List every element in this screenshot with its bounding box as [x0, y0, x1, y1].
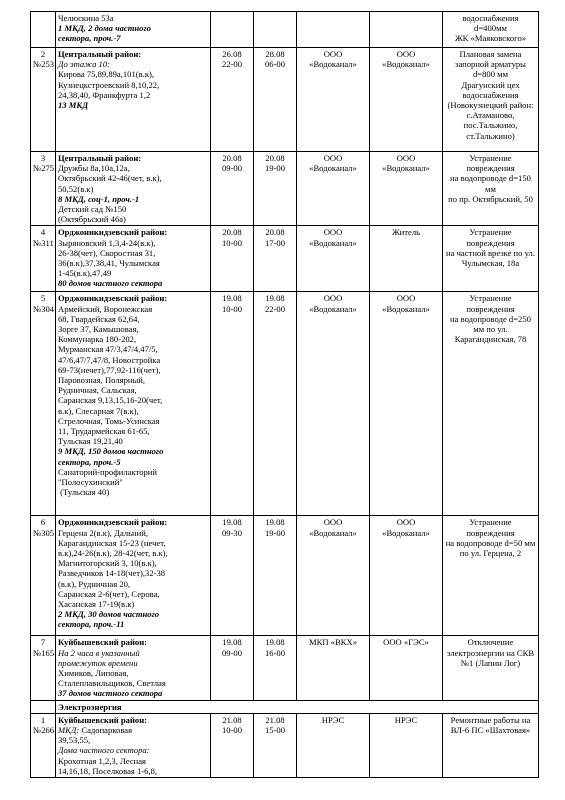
- address-line: 68, Гвардейская 62,64,: [58, 313, 140, 324]
- address-line: Крохотная 1,2,3, Лесная: [58, 755, 146, 766]
- executor-line: МКП «ВКХ»: [309, 637, 357, 648]
- reason-line: на водопроводе d=150 мм: [450, 173, 534, 194]
- address-line: 36(в.к),37,38,41, Чулымская: [58, 258, 160, 269]
- end-date: 20.08: [265, 153, 285, 163]
- num-cell: [31, 713, 56, 777]
- address-line: Карагандинская 15-23 (нечет,: [58, 537, 166, 548]
- reason-line: Устранение повреждения: [466, 227, 515, 248]
- end-date: 19.08: [265, 637, 285, 648]
- reason-line: Устранение повреждения: [466, 153, 515, 174]
- address-line: [58, 725, 208, 735]
- reason-line: Отключение: [467, 637, 514, 648]
- culprit-line: ООО: [396, 153, 416, 163]
- table-row: [31, 713, 539, 777]
- reason-cell: [443, 516, 539, 636]
- executor-cell: [297, 226, 370, 292]
- table-row-continued: [31, 12, 539, 48]
- end-time: 22-00: [264, 303, 286, 314]
- culprit-cell: [370, 152, 443, 226]
- executor-cell: [297, 152, 370, 226]
- end-time: 06-00: [264, 59, 286, 70]
- end-date: 20.08: [265, 227, 285, 238]
- address-line: Саранская 2-6(чет), Серова,: [58, 588, 160, 599]
- culprit-line: ООО: [396, 49, 416, 59]
- reason-line: с.Атаманово,: [466, 110, 515, 121]
- reason-line: запорной арматуры: [455, 59, 526, 70]
- end-cell: [254, 152, 297, 226]
- address-line: Санаторий-профилакторий: [58, 466, 157, 477]
- address-line: 80 домов частного сектора: [58, 278, 163, 289]
- reason-cell: [443, 226, 539, 292]
- num-cell: [31, 152, 56, 226]
- address-line: Армейский, Воронежская: [58, 303, 153, 314]
- address-line: Кирова 75,89,89а,101(в.к),: [58, 69, 155, 80]
- executor-line: ООО: [323, 517, 343, 528]
- address-line: Мурманская 47/3,47/4,47/5,: [58, 344, 158, 355]
- reason-line: на частной врезке по ул.: [446, 247, 535, 258]
- row-number: 7: [40, 637, 46, 648]
- address-cell: [56, 226, 211, 292]
- start-cell: [211, 152, 254, 226]
- end-time: 17-00: [264, 237, 286, 248]
- num-cell: [31, 700, 56, 713]
- section-row: [31, 700, 539, 713]
- executor-line: ООО: [323, 227, 343, 238]
- start-time: 10-00: [221, 237, 243, 248]
- end-cell: [254, 226, 297, 292]
- reason-line: электроэнергии на СКВ: [446, 647, 535, 658]
- culprit-line: «Водоканал»: [382, 303, 430, 314]
- address-line: Герцена 2(в.к), Дальний,: [58, 527, 149, 538]
- reason-line: на водопроводе d=50 мм: [445, 537, 536, 548]
- start-cell: [211, 226, 254, 292]
- address-text: Садопарковая: [79, 725, 133, 736]
- culprit-cell: [370, 516, 443, 636]
- reason-line: ВЛ-6 ПС «Шахтовая»: [450, 725, 531, 736]
- executor-line: «Водоканал»: [309, 237, 357, 248]
- culprit-line: ООО: [396, 517, 416, 528]
- address-line: Детский сад №150: [58, 204, 127, 215]
- request-id: №165: [33, 647, 55, 658]
- address-cell: [56, 516, 211, 636]
- table-row: [31, 636, 539, 700]
- table-row: [31, 48, 539, 152]
- address-line: сектора, проч.-7: [58, 33, 121, 44]
- address-cell: [56, 636, 211, 700]
- end-date: 19.08: [265, 293, 285, 304]
- start-date: 19.08: [222, 293, 242, 304]
- executor-line: ООО: [323, 49, 343, 59]
- reason-line: по ул. Герцена, 2: [459, 548, 522, 559]
- culprit-line: НРЭС: [394, 714, 418, 725]
- reason-line: (Новокузнецкий район:: [447, 100, 534, 111]
- start-time: 22-00: [221, 59, 243, 70]
- address-line: (в.к), Рудничная 20,: [58, 578, 131, 589]
- reason-line: Ремонтные работы на: [450, 714, 531, 725]
- num-cell: [31, 516, 56, 636]
- address-line: Центральный район:: [58, 153, 142, 163]
- reason-line: Чулымская, 18а: [461, 258, 520, 269]
- table-row: [31, 516, 539, 636]
- address-line: Куйбышевский район:: [58, 714, 148, 725]
- executor-line: «Водоканал»: [309, 303, 357, 314]
- address-cell: [56, 713, 211, 777]
- start-date: 20.08: [222, 227, 242, 238]
- address-line: 1-45(в.к),47,49: [58, 268, 112, 279]
- address-line: промежуток времени: [58, 657, 138, 668]
- end-cell: [254, 636, 297, 700]
- end-time: 15-00: [264, 725, 286, 736]
- reason-line: Устранение повреждения: [466, 517, 515, 538]
- address-cell: [56, 12, 211, 48]
- reason-line: по пр. Октябрьский, 50: [448, 193, 533, 204]
- culprit-cell: [370, 636, 443, 700]
- request-id: №305: [33, 527, 55, 538]
- address-line: Химиков, Липовая,: [58, 668, 129, 679]
- executor-line: «Водоканал»: [309, 527, 357, 538]
- culprit-cell: [370, 12, 443, 48]
- executor-cell: [297, 48, 370, 152]
- address-line: 69-73(нечет),77,92-116(чет),: [58, 364, 161, 375]
- reason-line: пос.Тальжино,: [463, 120, 518, 131]
- start-time: 10-00: [221, 725, 243, 736]
- culprit-line: «Водоканал»: [382, 59, 430, 70]
- start-date: 19.08: [222, 637, 242, 648]
- executor-cell: [297, 713, 370, 777]
- start-cell: [211, 713, 254, 777]
- executor-cell: [297, 12, 370, 48]
- start-time: 09-00: [221, 647, 243, 658]
- address-line: "Полосухинский": [58, 477, 123, 488]
- start-date: 21.08: [222, 714, 242, 725]
- table-row: [31, 152, 539, 226]
- start-time: 09-00: [221, 163, 243, 174]
- address-line: До этажа 10:: [58, 59, 110, 70]
- start-cell: [211, 636, 254, 700]
- outage-table: [30, 11, 539, 778]
- culprit-line: ООО «ГЭС»: [383, 637, 429, 648]
- address-line: Кузнецкстроевский 8,10,22,: [58, 79, 160, 90]
- address-line: Орджоникидзевский район:: [58, 227, 168, 238]
- start-time: 09-30: [221, 527, 243, 538]
- executor-cell: [297, 516, 370, 636]
- address-line: 11, Трудармейская 61-65,: [58, 426, 150, 437]
- reason-cell: [443, 152, 539, 226]
- request-id: №304: [33, 303, 55, 314]
- culprit-line: ООО: [396, 293, 416, 304]
- table-row: [31, 292, 539, 516]
- end-date: 28.08: [265, 49, 285, 59]
- row-number: 1: [40, 714, 46, 725]
- address-line: Орджоникидзевский район:: [58, 293, 168, 304]
- address-line: (Тульская 40): [58, 487, 110, 498]
- address-line: Тульская 19,21,40: [58, 436, 123, 447]
- reason-line: №1 (Лапин Лог): [460, 657, 521, 668]
- request-id: №253: [33, 59, 55, 70]
- address-line: Магнитогорский 3, 10(в.к),: [58, 558, 157, 569]
- end-date: 19.08: [265, 517, 285, 528]
- executor-line: «Водоканал»: [309, 59, 357, 70]
- start-time: 10-00: [221, 303, 243, 314]
- address-line: Октябрьский 42-46(чет, в.к),: [58, 173, 162, 184]
- address-line: 47/6,47/7,47/8, Новостройка: [58, 354, 161, 365]
- address-line: сектора, проч.-11: [58, 619, 125, 630]
- address-line: в.к), Слесарная 7(в.к),: [58, 405, 139, 416]
- num-cell: [31, 12, 56, 48]
- reason-cell: [443, 48, 539, 152]
- address-line: 26-38(чет), Скоростная 31,: [58, 247, 156, 258]
- address-line: Хасанская 17-19(в.к): [58, 599, 135, 610]
- address-line: сектора, проч.-5: [58, 456, 121, 467]
- end-cell: [254, 713, 297, 777]
- address-line: (Октябрьский 46а): [58, 214, 126, 225]
- address-line: Зыряновский 1,3,4-24(в.к),: [58, 237, 156, 248]
- row-number: 4: [40, 227, 46, 238]
- address-line: 39,53,55,: [58, 735, 91, 746]
- table-row: [31, 226, 539, 292]
- end-time: 19-00: [264, 527, 286, 538]
- num-cell: [31, 48, 56, 152]
- end-time: 16-00: [264, 647, 286, 658]
- end-cell: [254, 516, 297, 636]
- address-line: в.к),24-26(в.к), 28-42(чет, в.к),: [58, 548, 168, 559]
- row-number: 2: [40, 49, 46, 59]
- reason-line: на водопроводе d=250: [450, 313, 531, 324]
- start-date: 26.08: [222, 49, 242, 59]
- reason-line: Устранение повреждения: [466, 293, 515, 314]
- executor-line: НРЭС: [321, 714, 345, 725]
- address-line: Челюскина 53а: [58, 13, 114, 23]
- address-line: Центральный район:: [58, 49, 142, 59]
- request-id: №311: [33, 237, 54, 248]
- reason-cell: [443, 292, 539, 516]
- address-line: 2 МКД, 30 домов частного: [58, 609, 160, 620]
- address-cell: [56, 292, 211, 516]
- address-line: 50,52(в.к): [58, 183, 94, 194]
- executor-cell: [297, 636, 370, 700]
- request-id: №266: [33, 725, 55, 736]
- address-prefix: МКД:: [58, 725, 80, 736]
- row-number: 3: [40, 153, 46, 163]
- culprit-cell: [370, 48, 443, 152]
- address-line: 37 домов частного сектора: [58, 688, 163, 699]
- executor-cell: [297, 292, 370, 516]
- start-date: 20.08: [222, 153, 242, 163]
- start-cell: [211, 48, 254, 152]
- reason-line: водоснабжения: [462, 89, 519, 100]
- address-line: 14,16,18, Поселковая 1-6,8,: [58, 765, 158, 776]
- executor-line: ООО: [323, 153, 343, 163]
- culprit-cell: [370, 226, 443, 292]
- num-cell: [31, 226, 56, 292]
- culprit-cell: [370, 292, 443, 516]
- num-cell: [31, 636, 56, 700]
- executor-line: ООО: [323, 293, 343, 304]
- start-cell: [211, 516, 254, 636]
- address-line: Коммунарка 180-202,: [58, 334, 137, 345]
- end-time: 19-00: [264, 163, 286, 174]
- reason-line: водоснабжения d=400мм: [462, 13, 521, 34]
- address-line: Сталеплавильщиков, Светлая: [58, 678, 166, 689]
- end-date: 21.08: [265, 714, 285, 725]
- start-cell: [211, 12, 254, 48]
- reason-cell: [443, 636, 539, 700]
- address-line: Стрелочная, Томь-Усинская: [58, 415, 160, 426]
- address-line: 1 МКД, 2 дома частного: [58, 23, 151, 34]
- request-id: №275: [33, 163, 55, 174]
- culprit-cell: [370, 713, 443, 777]
- address-line: Саранская 9,13,15,16-20(чет,: [58, 395, 163, 406]
- row-number: 6: [40, 517, 46, 528]
- section-title: Электроэнергия: [56, 700, 539, 713]
- end-cell: [254, 292, 297, 516]
- reason-line: Плановая замена: [459, 49, 522, 59]
- address-line: 24,38,40, Франкфурта 1,2: [58, 89, 151, 100]
- address-line: Паровозная, Полярный,: [58, 375, 146, 386]
- end-cell: [254, 48, 297, 152]
- address-cell: [56, 48, 211, 152]
- address-line: Разведчиков 14-18(чет),32-38: [58, 568, 166, 579]
- reason-line: Драгунский цех: [461, 79, 520, 90]
- address-line: Дружбы 8а,10а,12а,: [58, 163, 130, 174]
- reason-cell: [443, 12, 539, 48]
- culprit-line: «Водоканал»: [382, 527, 430, 538]
- address-cell: [56, 152, 211, 226]
- reason-cell: [443, 713, 539, 777]
- address-line: Рудничная, Сальская,: [58, 385, 137, 396]
- start-cell: [211, 292, 254, 516]
- reason-line: ЖК «Маяковского»: [454, 33, 527, 44]
- address-line: 13 МКД: [58, 100, 89, 111]
- executor-line: «Водоканал»: [309, 163, 357, 174]
- address-line: Орджоникидзевский район:: [58, 517, 168, 528]
- address-line: Куйбышевский район:: [58, 637, 148, 648]
- culprit-line: Житель: [391, 227, 421, 238]
- start-date: 19.08: [222, 517, 242, 528]
- num-cell: [31, 292, 56, 516]
- culprit-line: «Водоканал»: [382, 163, 430, 174]
- address-line: 8 МКД, соц-1, проч.-1: [58, 193, 140, 204]
- end-cell: [254, 12, 297, 48]
- reason-line: мм по ул.: [473, 324, 508, 335]
- address-line: Зорге 37, Камышовая,: [58, 324, 139, 335]
- address-line: 9 МКД, 150 домов частного: [58, 446, 164, 457]
- reason-line: Карагандинская, 78: [454, 334, 527, 345]
- reason-line: d=800 мм: [472, 69, 509, 80]
- row-number: 5: [40, 293, 46, 304]
- reason-line: ст.Тальжино): [466, 130, 515, 141]
- address-line: Дома частного сектора:: [58, 745, 150, 756]
- address-line: На 2 часа в указанный: [58, 647, 140, 658]
